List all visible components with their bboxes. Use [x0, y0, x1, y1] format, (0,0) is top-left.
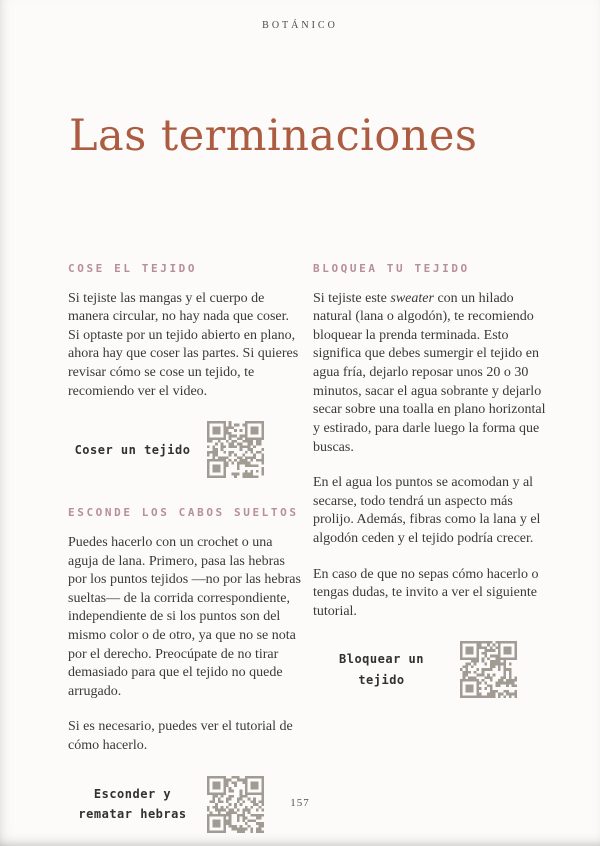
paragraph-cose-el-tejido: Si tejiste las mangas y el cuerpo de manera circular, no hay nada que coser. Si optaste por un tejido abierto en plano, ahora hay que coser las partes. Si quieres revisar cómo se cose un tejido, te recomiendo ver el video.: [68, 290, 299, 399]
qr-label-coser-un-tejido: Coser un tejido: [74, 442, 191, 457]
section-heading-cose-el-tejido: COSE EL TEJIDO: [68, 262, 198, 275]
section-heading-esconde-cabos: ESCONDE LOS CABOS SUELTOS: [68, 506, 299, 520]
section-heading-bloquea-tejido: BLOQUEA TU TEJIDO: [313, 262, 470, 275]
paragraph-bloquea-2: En el agua los puntos se acomodan y al secarse, todo tendrá un aspecto más prolijo. Además, fibras como la lana y el algodón ceden y el tejido podría crecer.: [313, 475, 541, 546]
paragraph-text: Si tejiste este: [313, 290, 391, 306]
right-column: [313, 262, 550, 724]
running-header: BOTÁNICO: [262, 20, 338, 31]
qr-row-coser-un-tejido: [68, 421, 304, 478]
qr-code-icon: [460, 641, 517, 698]
paragraph-text: con un hilado natural (lana o algodón), te recomiendo bloquear la prenda terminada. Esto significa que debes sumergir el tejido en agua fría, dejarlo reposar unos 20 o 30 minutos, sacar el agua sobrante y dejarlo secar sobre una toalla en plano horizontal y estirado, para darle luego la forma que buscas.: [313, 290, 546, 455]
paragraph-bloquea-3: En caso de que no sepas cómo hacerlo o tengas dudas, te invito a ver el siguiente tutorial.: [313, 566, 539, 619]
qr-label-esconder-rematar: Esconder y rematar hebras: [78, 786, 187, 822]
page-number: 157: [290, 797, 310, 809]
italic-word-sweater: sweater: [390, 290, 434, 306]
paragraph-bloquea-1: [313, 290, 550, 457]
paragraph-esconde-cabos-1: Puedes hacerlo con un crochet o una aguja de lana. Primero, pasa las hebras por los puntos tejidos —no por las hebras sueltas— de la corrida correspondiente, independiente de si los puntos son del mismo color o de otro, ya que no se nota por el derecho. Preocúpate de no tirar demasiado para que el tejido no quede arrugado.: [68, 534, 301, 699]
qr-label-bloquear-tejido: Bloquear un tejido: [339, 652, 424, 687]
paragraph-esconde-cabos-2: Si es necesario, puedes ver el tutorial de cómo hacerlo.: [68, 719, 293, 753]
qr-code-icon: [207, 421, 264, 478]
left-column: [68, 262, 304, 846]
qr-row-bloquear-tejido: [313, 641, 550, 698]
page-title: Las terminaciones: [69, 110, 478, 161]
